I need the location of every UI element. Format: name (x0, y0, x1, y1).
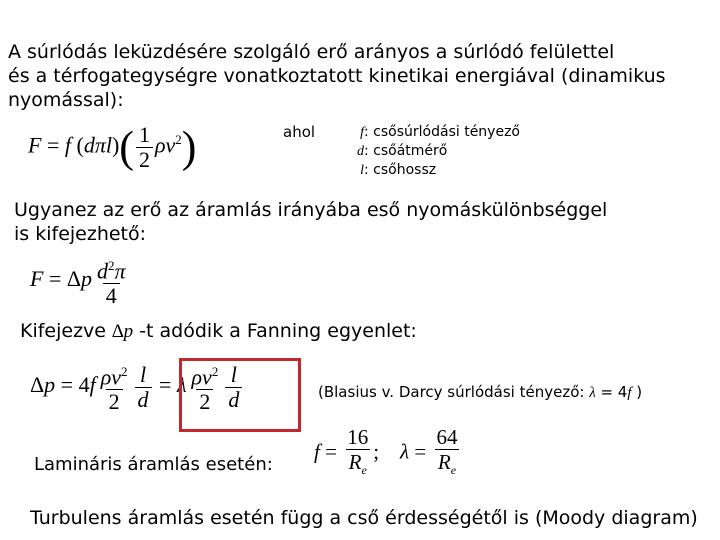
laminar-equations: f = $\frac{16}{R_e}$ ; λ = $\frac{64}{R_e}$ (314, 425, 462, 482)
definition-d: d: csőátmérő (357, 143, 448, 159)
highlight-box (179, 358, 301, 432)
pressure-line-2: is kifejezhető: (14, 223, 147, 245)
pressure-paragraph (14, 198, 607, 246)
delta-p-symbol: ∆p (112, 321, 134, 342)
fanning-equation: Δp = 4f $\frac{\rho v^2}{2}$ $\frac{l}{d}$ = λ $\frac{\rho v^2}{2}$ $\frac{l}{d}$ (30, 360, 244, 414)
intro-paragraph (8, 40, 666, 112)
intro-line-1: A súrlódás leküzdésére szolgáló erő arányos a súrlódó felülettel (8, 41, 615, 63)
symbol-definitions (350, 123, 520, 180)
pressure-line-1: Ugyanez az erő az áramlás irányába eső nyomáskülönbséggel (14, 199, 608, 221)
laminar-label: Lamináris áramlás esetén: (34, 454, 273, 475)
friction-force-equation: F = f (dπl)( $\frac{1}{2}$ $\rho v^2$) (28, 122, 197, 172)
definition-f: f: csősúrlódási tényező (360, 124, 520, 140)
pressure-force-equation: F = Δp $\frac{d^2\pi}{4}$ (30, 258, 126, 309)
ahol-label: ahol (283, 123, 316, 141)
intro-line-2: és a térfogategységre vonatkoztatott kinetikai energiával (dinamikus (8, 65, 666, 87)
blasius-note: (Blasius v. Darcy súrlódási tényező: λ = 4f ) (318, 383, 643, 401)
intro-line-3: nyomással): (8, 89, 124, 111)
fanning-intro: Kifejezve ∆p -t adódik a Fanning egyenlet: (20, 320, 417, 342)
definition-l: l: csőhossz (360, 162, 437, 178)
turbulent-label: Turbulens áramlás esetén függ a cső érdességétől is (Moody diagram) (30, 507, 698, 529)
